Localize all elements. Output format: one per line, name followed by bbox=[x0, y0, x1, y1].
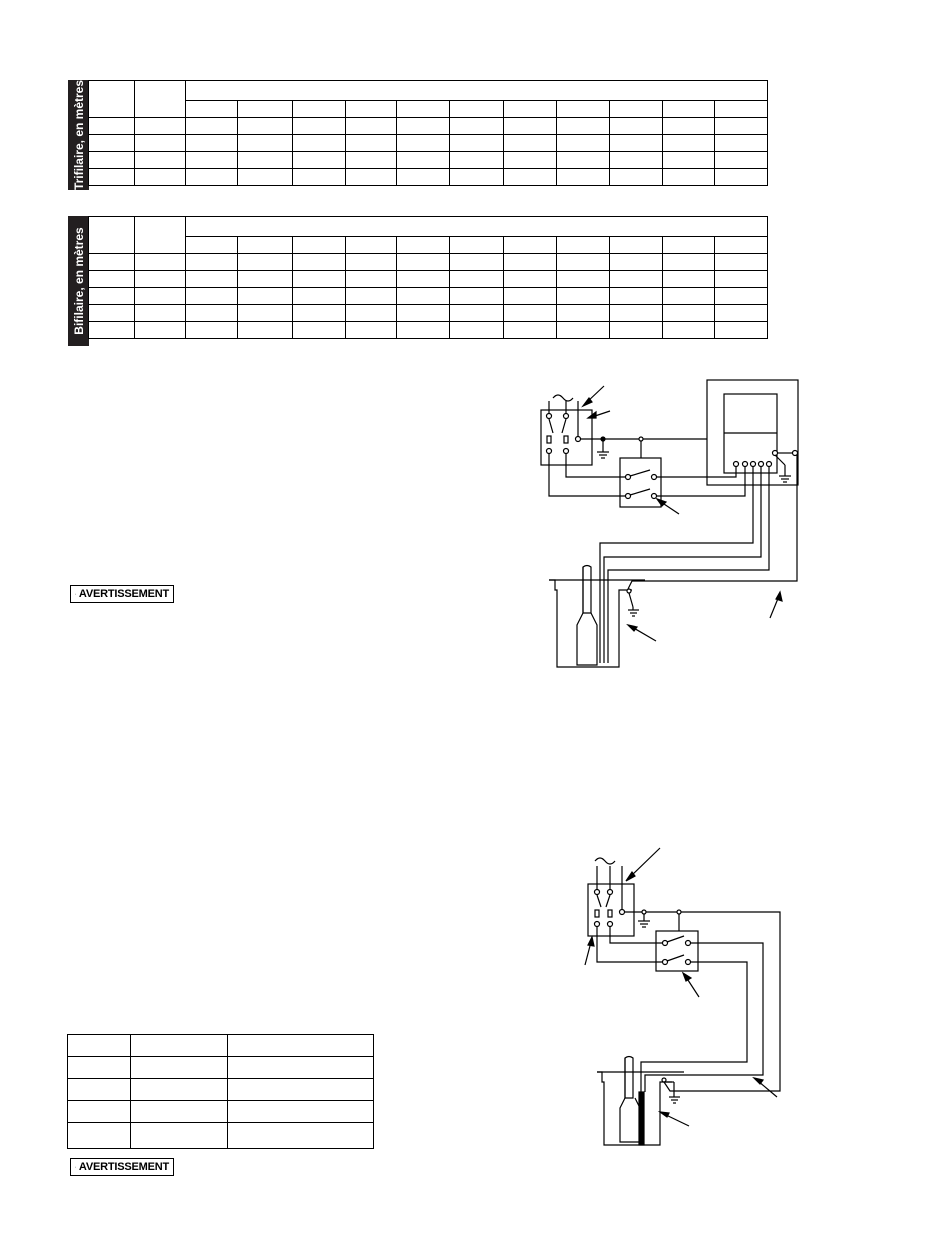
table-row bbox=[89, 305, 768, 322]
table-row bbox=[89, 81, 768, 101]
table-row bbox=[89, 322, 768, 339]
table-row bbox=[89, 254, 768, 271]
pressure-switch-box bbox=[620, 458, 661, 507]
table-row bbox=[89, 118, 768, 135]
table-row bbox=[89, 169, 768, 186]
table-row bbox=[89, 152, 768, 169]
table-row bbox=[89, 101, 768, 118]
warning-label: AVERTISSEMENT bbox=[70, 585, 174, 603]
table-2wire bbox=[88, 216, 768, 339]
wiring-diagram-2wire bbox=[570, 840, 810, 1155]
table-3wire bbox=[88, 80, 768, 186]
table-3wire-side-label: Trifilaire, en mètres bbox=[68, 80, 89, 190]
wiring-diagram-3wire bbox=[520, 375, 810, 670]
table-row bbox=[89, 271, 768, 288]
warning-label: AVERTISSEMENT bbox=[70, 1158, 174, 1176]
table-row bbox=[68, 1101, 374, 1123]
table-row bbox=[68, 1035, 374, 1057]
pressure-switch-box bbox=[656, 931, 698, 971]
warning-triangle-icon bbox=[75, 1161, 76, 1173]
table-row bbox=[89, 237, 768, 254]
table-row bbox=[89, 135, 768, 152]
table-row bbox=[68, 1123, 374, 1149]
table-row bbox=[68, 1079, 374, 1101]
small-table bbox=[67, 1034, 374, 1149]
table-row bbox=[89, 288, 768, 305]
table-row bbox=[89, 217, 768, 237]
warning-triangle-icon bbox=[75, 588, 76, 600]
table-row bbox=[68, 1057, 374, 1079]
table-2wire-side-label: Bifilaire, en mètres bbox=[68, 216, 89, 346]
